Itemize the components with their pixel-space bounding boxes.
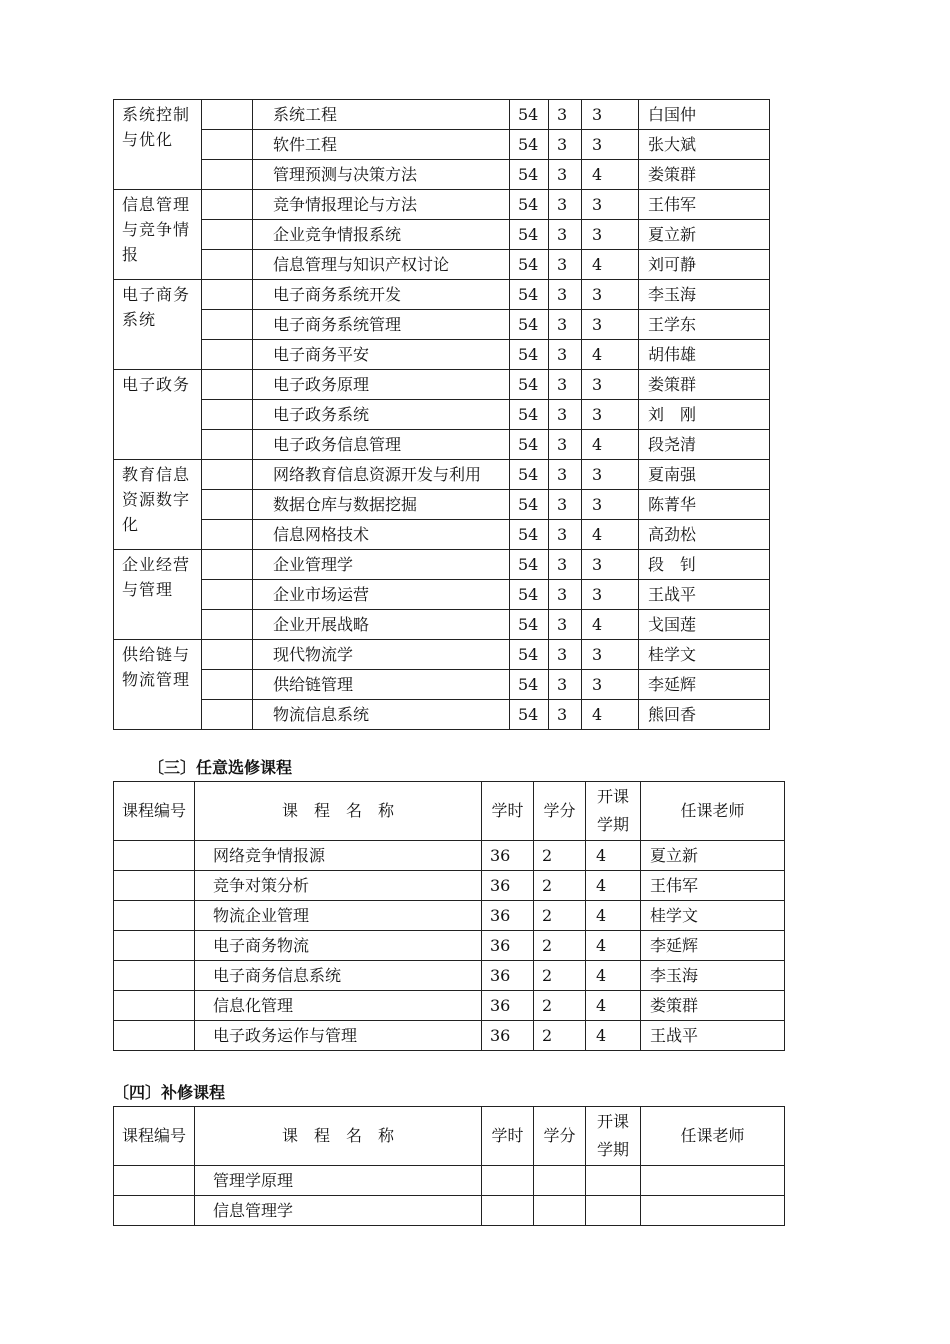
section-title-makeup-courses: 〔四〕补修课程 [113,1083,226,1102]
credits-cell: 3 [549,460,582,490]
table-row [114,640,770,670]
credits-cell: 3 [549,190,582,220]
teacher-cell: 王战平 [641,1021,785,1051]
teacher-cell: 夏南强 [639,460,770,490]
term-cell: 3 [582,550,639,580]
teacher-cell: 夏立新 [641,841,785,871]
hours-cell: 36 [482,991,534,1021]
course-name-cell: 管理学原理 [195,1166,482,1196]
term-cell: 4 [582,340,639,370]
table-row [114,931,785,961]
table-row [114,871,785,901]
term-cell: 4 [582,430,639,460]
table-row [114,310,770,340]
table-row [114,400,770,430]
credits-cell: 3 [549,340,582,370]
table-row [114,490,770,520]
teacher-cell: 刘 刚 [639,400,770,430]
table-header-row [114,1107,785,1166]
credits-cell: 2 [534,901,586,931]
hours-cell: 54 [510,190,549,220]
header-code: 课程编号 [114,782,195,841]
table-row [114,610,770,640]
term-cell: 3 [582,220,639,250]
course-code-cell [202,160,253,190]
course-code-cell [202,490,253,520]
hours-cell: 36 [482,1021,534,1051]
course-code-cell [114,1021,195,1051]
hours-cell: 54 [510,430,549,460]
term-cell: 4 [586,991,641,1021]
term-cell: 4 [586,901,641,931]
course-name-cell: 企业开展战略 [253,610,510,640]
teacher-cell: 高劲松 [639,520,770,550]
term-cell: 4 [582,520,639,550]
term-cell: 3 [582,130,639,160]
teacher-cell: 戈国莲 [639,610,770,640]
course-name-cell: 企业市场运营 [253,580,510,610]
table-row [114,700,770,730]
header-term: 开课学期 [586,782,641,841]
course-code-cell [114,1166,195,1196]
course-code-cell [114,841,195,871]
term-cell: 3 [582,460,639,490]
course-code-cell [114,871,195,901]
header-credits: 学分 [534,782,586,841]
course-code-cell [202,670,253,700]
teacher-cell: 王伟军 [641,871,785,901]
course-code-cell [202,430,253,460]
table-row [114,460,770,490]
hours-cell: 54 [510,670,549,700]
term-cell: 3 [582,370,639,400]
credits-cell: 3 [549,370,582,400]
table-row [114,100,770,130]
course-name-cell: 信息管理与知识产权讨论 [253,250,510,280]
course-name-cell: 信息网格技术 [253,520,510,550]
direction-courses-table [113,99,770,730]
hours-cell: 36 [482,931,534,961]
table-row [114,190,770,220]
hours-cell: 54 [510,580,549,610]
hours-cell: 54 [510,280,549,310]
course-name-cell: 电子商务系统管理 [253,310,510,340]
teacher-cell [641,1166,785,1196]
credits-cell: 2 [534,1021,586,1051]
course-name-cell: 软件工程 [253,130,510,160]
term-cell: 3 [582,310,639,340]
course-name-cell: 竞争对策分析 [195,871,482,901]
credits-cell: 2 [534,961,586,991]
teacher-cell: 娄策群 [639,370,770,400]
course-code-cell [114,991,195,1021]
header-name: 课 程 名 称 [195,1107,482,1166]
table-row [114,670,770,700]
course-name-cell: 电子政务系统 [253,400,510,430]
credits-cell: 3 [549,310,582,340]
section-title-optional-courses: 〔三〕任意选修课程 [148,758,293,777]
category-cell: 系统控制与优化 [114,100,202,190]
credits-cell: 3 [549,670,582,700]
credits-cell [534,1166,586,1196]
table-row [114,430,770,460]
header-hours: 学时 [482,782,534,841]
hours-cell: 54 [510,490,549,520]
teacher-cell: 熊回香 [639,700,770,730]
term-cell: 4 [582,250,639,280]
hours-cell: 54 [510,610,549,640]
teacher-cell: 胡伟雄 [639,340,770,370]
credits-cell: 3 [549,550,582,580]
credits-cell: 2 [534,931,586,961]
course-code-cell [202,520,253,550]
hours-cell: 36 [482,841,534,871]
course-name-cell: 电子商务物流 [195,931,482,961]
optional-courses-table [113,781,785,1051]
teacher-cell: 白国仲 [639,100,770,130]
hours-cell: 54 [510,520,549,550]
hours-cell: 36 [482,871,534,901]
course-name-cell: 数据仓库与数据挖掘 [253,490,510,520]
hours-cell: 54 [510,220,549,250]
course-name-cell: 信息管理学 [195,1196,482,1226]
hours-cell: 54 [510,550,549,580]
table-row [114,580,770,610]
table-row [114,160,770,190]
course-code-cell [202,640,253,670]
hours-cell: 54 [510,370,549,400]
term-cell: 4 [586,1021,641,1051]
term-cell: 3 [582,400,639,430]
course-code-cell [202,580,253,610]
course-code-cell [202,100,253,130]
category-cell: 教育信息资源数字化 [114,460,202,550]
teacher-cell: 张大斌 [639,130,770,160]
term-cell: 4 [586,931,641,961]
course-name-cell: 现代物流学 [253,640,510,670]
course-code-cell [202,310,253,340]
table-row [114,550,770,580]
teacher-cell [641,1196,785,1226]
table-row [114,340,770,370]
category-cell: 信息管理与竞争情报 [114,190,202,280]
hours-cell: 36 [482,901,534,931]
hours-cell: 36 [482,961,534,991]
course-name-cell: 电子政务原理 [253,370,510,400]
course-code-cell [114,961,195,991]
table-row [114,961,785,991]
hours-cell: 54 [510,130,549,160]
teacher-cell: 桂学文 [639,640,770,670]
table-row [114,1166,785,1196]
credits-cell: 3 [549,640,582,670]
teacher-cell: 娄策群 [641,991,785,1021]
course-code-cell [202,340,253,370]
course-code-cell [202,280,253,310]
teacher-cell: 段 钊 [639,550,770,580]
hours-cell: 54 [510,250,549,280]
credits-cell: 3 [549,220,582,250]
term-cell: 3 [582,490,639,520]
credits-cell: 3 [549,610,582,640]
credits-cell: 3 [549,430,582,460]
table-row [114,841,785,871]
table-row [114,280,770,310]
teacher-cell: 李玉海 [641,961,785,991]
term-cell: 3 [582,670,639,700]
course-name-cell: 信息化管理 [195,991,482,1021]
credits-cell: 3 [549,400,582,430]
credits-cell: 3 [549,580,582,610]
credits-cell: 2 [534,871,586,901]
teacher-cell: 李延辉 [639,670,770,700]
makeup-courses-table [113,1106,785,1226]
course-name-cell: 电子政务运作与管理 [195,1021,482,1051]
hours-cell: 54 [510,640,549,670]
teacher-cell: 桂学文 [641,901,785,931]
course-name-cell: 企业管理学 [253,550,510,580]
term-cell: 3 [582,640,639,670]
table-row [114,520,770,550]
teacher-cell: 夏立新 [639,220,770,250]
course-code-cell [202,610,253,640]
course-code-cell [114,901,195,931]
course-name-cell: 电子商务平安 [253,340,510,370]
credits-cell: 3 [549,490,582,520]
course-code-cell [202,190,253,220]
course-name-cell: 物流信息系统 [253,700,510,730]
course-name-cell: 供给链管理 [253,670,510,700]
course-name-cell: 电子政务信息管理 [253,430,510,460]
term-cell: 3 [582,100,639,130]
term-cell [586,1166,641,1196]
credits-cell: 3 [549,160,582,190]
hours-cell: 54 [510,400,549,430]
term-cell [586,1196,641,1226]
credits-cell: 3 [549,130,582,160]
hours-cell [482,1196,534,1226]
credits-cell: 3 [549,100,582,130]
credits-cell: 2 [534,841,586,871]
header-credits: 学分 [534,1107,586,1166]
teacher-cell: 李延辉 [641,931,785,961]
credits-cell: 3 [549,250,582,280]
teacher-cell: 陈菁华 [639,490,770,520]
course-code-cell [114,931,195,961]
term-cell: 4 [586,841,641,871]
table-row [114,991,785,1021]
course-code-cell [202,550,253,580]
course-name-cell: 电子商务信息系统 [195,961,482,991]
teacher-cell: 刘可静 [639,250,770,280]
course-name-cell: 网络竞争情报源 [195,841,482,871]
category-cell: 电子商务系统 [114,280,202,370]
table-row [114,130,770,160]
course-name-cell: 竞争情报理论与方法 [253,190,510,220]
course-name-cell: 电子商务系统开发 [253,280,510,310]
term-cell: 3 [582,190,639,220]
course-code-cell [114,1196,195,1226]
term-cell: 4 [586,871,641,901]
course-code-cell [202,220,253,250]
category-cell: 电子政务 [114,370,202,460]
course-code-cell [202,370,253,400]
course-name-cell: 系统工程 [253,100,510,130]
term-cell: 3 [582,580,639,610]
header-name: 课 程 名 称 [195,782,482,841]
table-row [114,1021,785,1051]
hours-cell [482,1166,534,1196]
course-code-cell [202,460,253,490]
course-name-cell: 网络教育信息资源开发与利用 [253,460,510,490]
hours-cell: 54 [510,700,549,730]
course-name-cell: 管理预测与决策方法 [253,160,510,190]
term-cell: 4 [582,160,639,190]
hours-cell: 54 [510,460,549,490]
credits-cell [534,1196,586,1226]
header-hours: 学时 [482,1107,534,1166]
header-teacher: 任课老师 [641,782,785,841]
teacher-cell: 段尧清 [639,430,770,460]
course-code-cell [202,700,253,730]
table-row [114,901,785,931]
credits-cell: 3 [549,280,582,310]
course-code-cell [202,130,253,160]
course-name-cell: 物流企业管理 [195,901,482,931]
credits-cell: 3 [549,700,582,730]
credits-cell: 2 [534,991,586,1021]
term-cell: 3 [582,280,639,310]
category-cell: 企业经营与管理 [114,550,202,640]
teacher-cell: 王伟军 [639,190,770,220]
teacher-cell: 娄策群 [639,160,770,190]
course-code-cell [202,400,253,430]
header-teacher: 任课老师 [641,1107,785,1166]
hours-cell: 54 [510,340,549,370]
term-cell: 4 [586,961,641,991]
teacher-cell: 李玉海 [639,280,770,310]
term-cell: 4 [582,610,639,640]
hours-cell: 54 [510,100,549,130]
header-term: 开课学期 [586,1107,641,1166]
course-name-cell: 企业竞争情报系统 [253,220,510,250]
table-row [114,1196,785,1226]
teacher-cell: 王学东 [639,310,770,340]
hours-cell: 54 [510,160,549,190]
header-code: 课程编号 [114,1107,195,1166]
term-cell: 4 [582,700,639,730]
table-row [114,370,770,400]
table-row [114,220,770,250]
category-cell: 供给链与物流管理 [114,640,202,730]
credits-cell: 3 [549,520,582,550]
teacher-cell: 王战平 [639,580,770,610]
table-header-row [114,782,785,841]
course-code-cell [202,250,253,280]
table-row [114,250,770,280]
hours-cell: 54 [510,310,549,340]
